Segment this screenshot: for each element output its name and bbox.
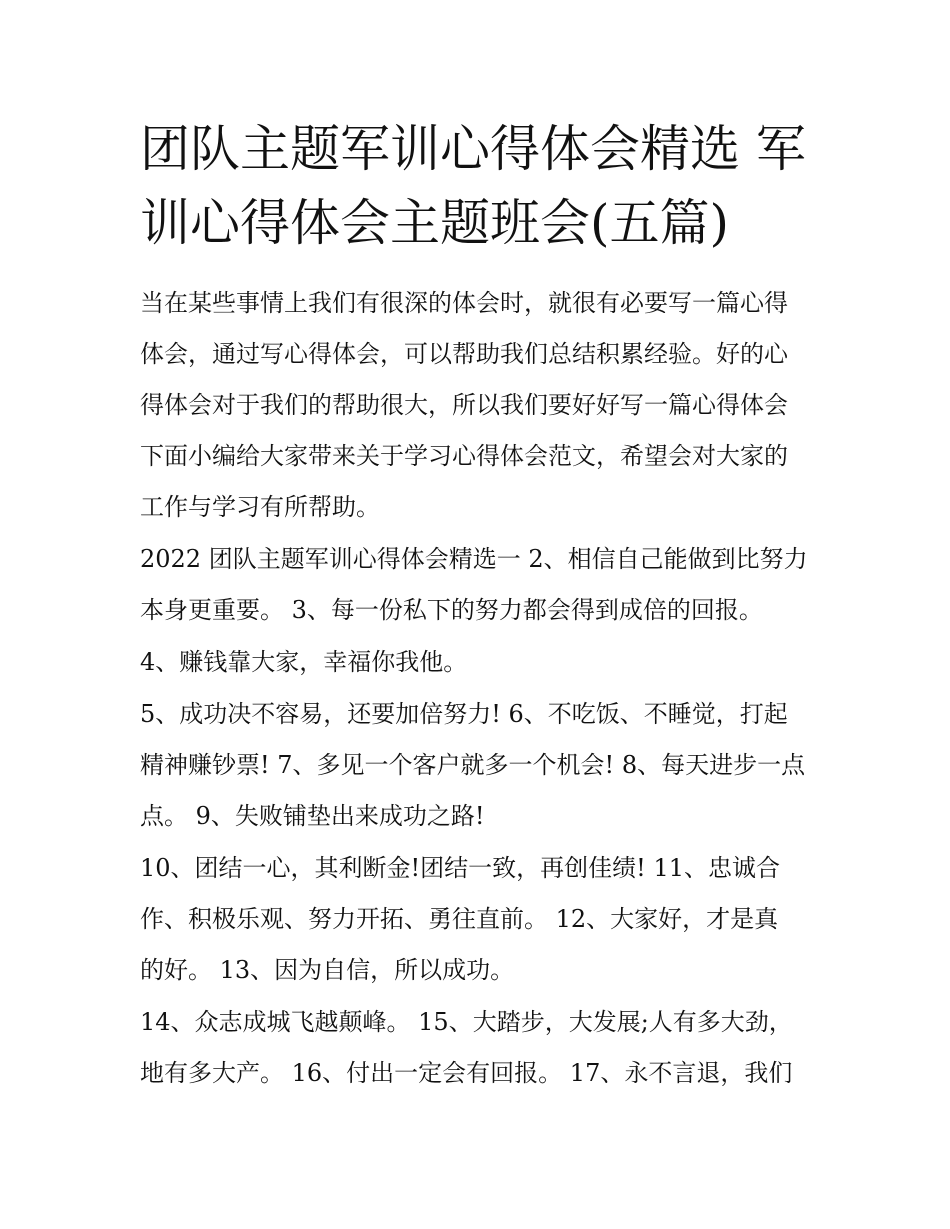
document-page bbox=[140, 112, 812, 1100]
document-title bbox=[140, 112, 812, 260]
paragraph-slogans-4 bbox=[140, 843, 812, 996]
text-line: 工作与学习有所帮助。 bbox=[140, 493, 380, 521]
paragraph-intro bbox=[140, 278, 812, 533]
text-line: 体会，通过写心得体会，可以帮助我们总结积累经验。好的心 bbox=[140, 340, 788, 368]
text-line: 2022 团队主题军训心得体会精选一 2、相信自己能做到比努力 bbox=[140, 545, 808, 573]
title-line: 训心得体会主题班会(五篇) bbox=[140, 194, 730, 252]
text-line: 作、积极乐观、努力开拓、勇往直前。 12、大家好，才是真 bbox=[140, 905, 779, 933]
text-line: 10、团结一心，其利断金!团结一致，再创佳绩! 11、忠诚合 bbox=[140, 854, 780, 882]
text-line: 5、成功决不容易，还要加倍努力! 6、不吃饭、不睡觉，打起 bbox=[140, 700, 788, 728]
title-line: 团队主题军训心得体会精选 军 bbox=[140, 120, 806, 178]
paragraph-slogans-1 bbox=[140, 534, 812, 636]
text-line: 精神赚钞票! 7、多见一个客户就多一个机会! 8、每天进步一点 bbox=[140, 751, 806, 779]
text-line: 4、赚钱靠大家，幸福你我他。 bbox=[140, 648, 468, 676]
text-line: 本身更重要。 3、每一份私下的努力都会得到成倍的回报。 bbox=[140, 596, 763, 624]
text-line: 当在某些事情上我们有很深的体会时，就很有必要写一篇心得 bbox=[140, 289, 788, 317]
text-line: 地有多大产。 16、付出一定会有回报。 17、永不言退，我们 bbox=[140, 1059, 793, 1087]
document-body bbox=[140, 278, 812, 1099]
text-line: 的好。 13、因为自信，所以成功。 bbox=[140, 956, 515, 984]
text-line: 14、众志成城飞越颠峰。 15、大踏步，大发展;人有多大劲， bbox=[140, 1008, 793, 1036]
paragraph-slogans-5 bbox=[140, 997, 812, 1099]
text-line: 得体会对于我们的帮助很大，所以我们要好好写一篇心得体会 bbox=[140, 391, 788, 419]
paragraph-slogans-3 bbox=[140, 689, 812, 842]
text-line: 点。 9、失败铺垫出来成功之路! bbox=[140, 802, 485, 830]
text-line: 下面小编给大家带来关于学习心得体会范文，希望会对大家的 bbox=[140, 442, 788, 470]
paragraph-slogans-2 bbox=[140, 637, 812, 688]
